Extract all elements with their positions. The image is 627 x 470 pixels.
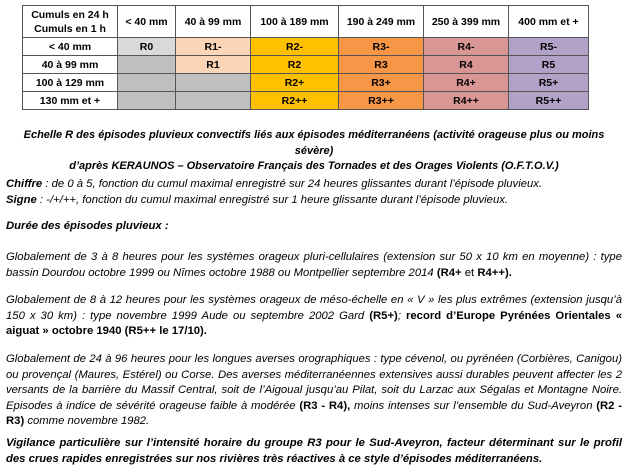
duree-heading: Durée des épisodes pluvieux : <box>6 220 169 232</box>
p3-text: Globalement de 24 à 96 heures pour les longues averses orographiques : type cévenol, ou pyrénéen (Corbières, Canigou) ou provençal (Maures, Estérel) ou Corse. Des averses méditerranéennes extensives aussi durables peuvent affecter les 2 versants de la barrière du Massif Central, soit de l’Aigoual jusqu’au Pilat, soit du Larzac aux Ségalas et Montagne Noire. Episodes à indice de sévérité orageuse faible à modérée <box>6 353 622 412</box>
table-cell: R1- <box>176 38 251 56</box>
p2-mid: ; <box>397 309 406 322</box>
table-cell: R3 <box>339 56 424 74</box>
paragraph-pluri-cellulaires <box>6 250 622 281</box>
document-title <box>6 128 622 175</box>
table-row <box>23 56 589 74</box>
table-cell: R2 <box>251 56 339 74</box>
r-scale-table <box>22 5 589 110</box>
p1-mid: et <box>461 266 478 279</box>
table-cell: R5+ <box>509 74 589 92</box>
column-header: 190 à 249 mm <box>339 6 424 38</box>
table-cell: R0 <box>118 38 176 56</box>
p3-end: comme novembre 1982. <box>24 415 150 427</box>
table-cell-empty <box>118 92 176 110</box>
p1-text: Globalement de 3 à 8 heures pour les systèmes orageux pluri-cellulaires (extension sur 50 x 10 km en moyenne) : type bassin Dourdou octobre 1999 ou Nîmes octobre 1988 ou Montpellier septembre 2014 <box>6 251 622 279</box>
table-cell: R4+ <box>424 74 509 92</box>
table-cell: R5- <box>509 38 589 56</box>
corner-1h: Cumuls en 1 h <box>34 22 106 35</box>
table-cell: R3+ <box>339 74 424 92</box>
signe-text: : -/+/++, fonction du cumul maximal enregistré sur 1 heure glissante durant l’épisode pluvieux. <box>36 193 509 206</box>
table-cell: R5 <box>509 56 589 74</box>
row-header: 130 mm et + <box>23 92 118 110</box>
p1-bold-1: (R4+ <box>436 266 462 279</box>
chiffre-label: Chiffre <box>6 178 43 190</box>
table-cell: R3++ <box>339 92 424 110</box>
definitions <box>6 177 622 208</box>
table-cell: R2+ <box>251 74 339 92</box>
table-cell: R4++ <box>424 92 509 110</box>
p2-text: Globalement de 8 à 12 heures pour les systèmes orageux de méso-échelle en « V » les plus extrêmes (extension jusqu’à 150 x 30 km) : type novembre 1999 Aude ou septembre 2002 Gard <box>6 294 622 322</box>
table-cell: R2++ <box>251 92 339 110</box>
p2-bold-1: (R5+) <box>369 309 398 322</box>
p3-bold-2: (R2 - R3) <box>6 399 623 427</box>
corner-24h: Cumuls en 24 h <box>31 8 109 21</box>
table-row <box>23 92 589 110</box>
p2-bold-2: record d’Europe Pyrénées Orientales « aiguat » octobre 1940 (R5++ le 17/10). <box>6 309 622 337</box>
table-cell: R5++ <box>509 92 589 110</box>
column-header: < 40 mm <box>118 6 176 38</box>
paragraph-meso-echelle <box>6 293 622 340</box>
paragraph-orographiques <box>6 352 622 430</box>
table-header-row <box>23 6 589 38</box>
table-cell: R2- <box>251 38 339 56</box>
table-cell: R4- <box>424 38 509 56</box>
p1-bold-2: R4++). <box>477 266 512 279</box>
table-cell: R3- <box>339 38 424 56</box>
corner-header <box>23 6 118 38</box>
column-header: 250 à 399 mm <box>424 6 509 38</box>
column-header: 400 mm et + <box>509 6 589 38</box>
row-header: 100 à 129 mm <box>23 74 118 92</box>
table-cell-empty <box>118 56 176 74</box>
table-cell: R4 <box>424 56 509 74</box>
column-header: 40 à 99 mm <box>176 6 251 38</box>
column-header: 100 à 189 mm <box>251 6 339 38</box>
table-cell-empty <box>118 74 176 92</box>
signe-label: Signe <box>6 193 37 206</box>
p3-mid: moins intenses sur l’ensemble du Sud-Aveyron <box>350 399 597 412</box>
row-header: < 40 mm <box>23 38 118 56</box>
chiffre-text: : de 0 à 5, fonction du cumul maximal enregistré sur 24 heures glissantes durant l’épisode pluvieux. <box>42 178 543 190</box>
title-line-1: Echelle R des épisodes pluvieux convectifs liés aux épisodes méditerranéens (activité orageuse plus ou moins sévère) <box>23 129 605 157</box>
table-row <box>23 38 589 56</box>
row-header: 40 à 99 mm <box>23 56 118 74</box>
vigilance-note: Vigilance particulière sur l’intensité horaire du groupe R3 pour le Sud-Aveyron, facteur déterminant sur le profil des crues rapides enregistrées sur nos rivières très réactives à ce style d’épisodes méditerranéens. <box>6 437 622 465</box>
table-cell-empty <box>176 92 251 110</box>
p3-bold-1: (R3 - R4), <box>299 399 351 412</box>
title-line-2: d’après KERAUNOS – Observatoire Français des Tornades et des Orages Violents (O.F.T.O.V.) <box>69 160 559 172</box>
table-cell: R1 <box>176 56 251 74</box>
table-cell-empty <box>176 74 251 92</box>
table-row <box>23 74 589 92</box>
